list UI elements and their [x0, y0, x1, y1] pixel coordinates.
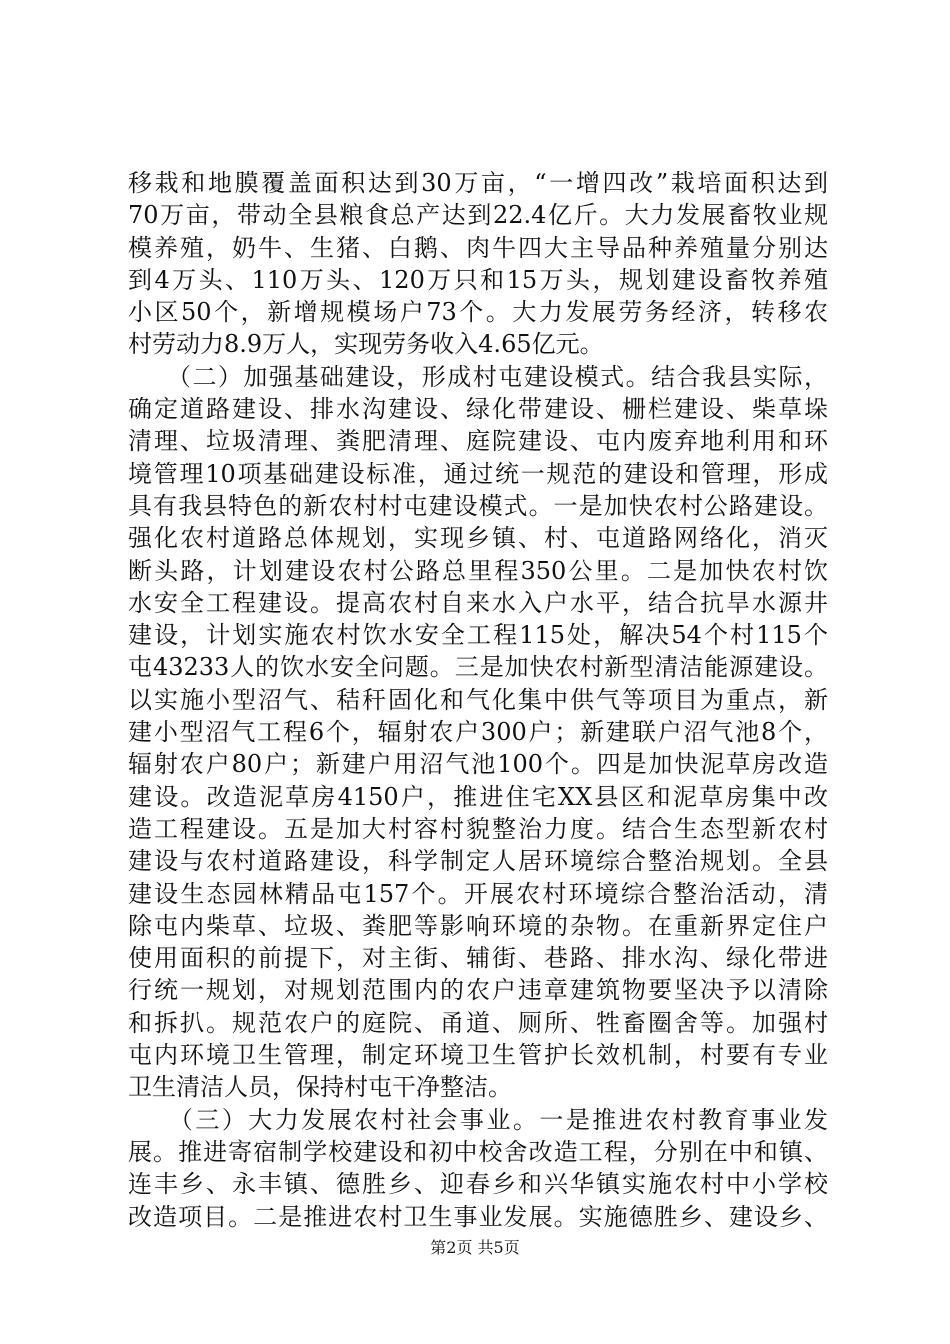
text-line: 展。推进寄宿制学校建设和初中校舍改造工程，分别在中和镇、	[128, 1137, 828, 1166]
text-line: 建设与农村道路建设，科学制定人居环境综合整治规划。全县	[128, 847, 828, 876]
text-line: 辐射农户80户；新建户用沼气池100个。四是加快泥草房改造	[128, 750, 828, 779]
text-line: 具有我县特色的新农村村屯建设模式。一是加快农村公路建设。	[128, 491, 828, 520]
text-line: 模养殖，奶牛、生猪、白鹅、肉牛四大主导品种养殖量分别达	[128, 233, 828, 262]
text-line: （二）加强基础建设，形成村屯建设模式。结合我县实际，	[128, 362, 828, 391]
page-number-footer: 第2页 共5页	[430, 1238, 520, 1257]
text-line: 卫生清洁人员，保持村屯干净整洁。	[128, 1073, 512, 1102]
text-line: 屯内环境卫生管理，制定环境卫生管护长效机制，村要有专业	[128, 1041, 828, 1070]
text-line: 到4万头、110万头、120万只和15万头，规划建设畜牧养殖	[128, 265, 828, 294]
text-line: 和拆扒。规范农户的庭院、甬道、厕所、牲畜圈舍等。加强村	[128, 1008, 828, 1037]
text-line: 移栽和地膜覆盖面积达到30万亩，“一增四改”栽培面积达到	[128, 169, 828, 197]
text-line: 使用面积的前提下，对主街、辅街、巷路、排水沟、绿化带进	[128, 944, 828, 973]
text-line: 断头路，计划建设农村公路总里程350公里。二是加快农村饮	[128, 556, 828, 585]
text-line: 以实施小型沼气、秸秆固化和气化集中供气等项目为重点，新	[128, 685, 828, 714]
text-line: 清理、垃圾清理、粪肥清理、庭院建设、屯内废弃地利用和环	[128, 427, 828, 456]
text-line: 小区50个，新增规模场户73个。大力发展劳务经济，转移农	[128, 298, 828, 327]
text-line: 改造项目。二是推进农村卫生事业发展。实施德胜乡、建设乡、	[128, 1202, 828, 1231]
text-line: 境管理10项基础建设标准，通过统一规范的建设和管理，形成	[128, 459, 828, 488]
text-line: 确定道路建设、排水沟建设、绿化带建设、栅栏建设、柴草垛	[128, 395, 828, 424]
text-line: 建设。改造泥草房4150户，推进住宅XX县区和泥草房集中改	[128, 782, 828, 811]
body-text	[128, 167, 828, 1233]
text-line: 行统一规划，对规划范围内的农户违章建筑物要坚决予以清除	[128, 976, 828, 1005]
text-line: （三）大力发展农村社会事业。一是推进农村教育事业发	[128, 1105, 828, 1134]
text-line: 建设，计划实施农村饮水安全工程115处，解决54个村115个	[128, 621, 828, 650]
text-line: 水安全工程建设。提高农村自来水入户水平，结合抗旱水源井	[128, 588, 828, 617]
text-line: 建设生态园林精品屯157个。开展农村环境综合整治活动，清	[128, 879, 828, 908]
text-line: 70万亩，带动全县粮食总产达到22.4亿斤。大力发展畜牧业规	[128, 201, 828, 230]
text-line: 造工程建设。五是加大村容村貌整治力度。结合生态型新农村	[128, 814, 828, 843]
text-line: 村劳动力8.9万人，实现劳务收入4.65亿元。	[128, 330, 604, 359]
text-line: 建小型沼气工程6个，辐射农户300户；新建联户沼气池8个，	[128, 718, 828, 747]
text-line: 强化农村道路总体规划，实现乡镇、村、屯道路网络化，消灭	[128, 524, 828, 553]
text-line: 除屯内柴草、垃圾、粪肥等影响环境的杂物。在重新界定住户	[128, 911, 828, 940]
text-line: 连丰乡、永丰镇、德胜乡、迎春乡和兴华镇实施农村中小学校	[128, 1170, 828, 1199]
text-line: 屯43233人的饮水安全问题。三是加快农村新型清洁能源建设。	[128, 653, 828, 682]
